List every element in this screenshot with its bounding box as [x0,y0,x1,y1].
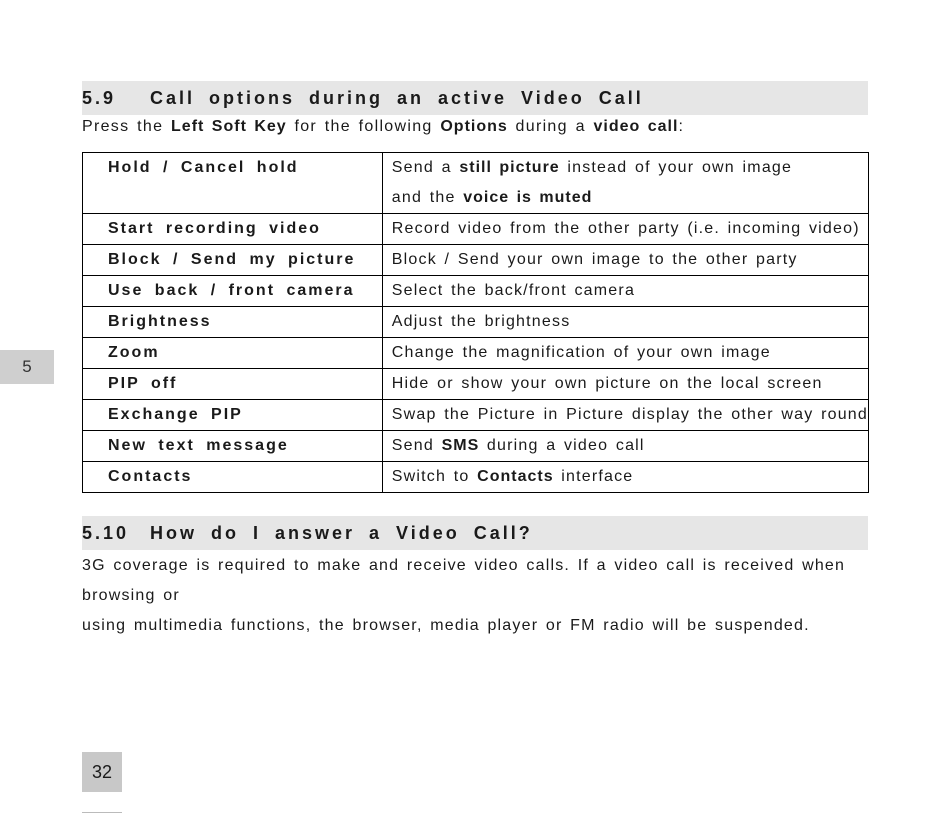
table-row [83,338,869,369]
option-name-cell [83,214,383,245]
option-name: New text message [108,437,289,454]
option-name-cell [83,307,383,338]
intro-part: for the following [286,118,441,135]
option-desc-line [392,153,868,183]
option-name: Exchange PIP [108,406,243,423]
option-desc: Change the magnification of your own image [391,344,771,361]
desc-part: interface [553,468,634,485]
section-heading-5-9 [82,81,868,115]
option-desc: Record video from the other party (i.e. incoming video) [391,220,860,237]
option-name: Zoom [108,344,160,361]
table-row [83,153,869,214]
option-desc: Swap the Picture in Picture display the other way round [391,406,868,423]
option-name: Use back / front camera [108,282,355,299]
option-name: Brightness [108,313,212,330]
desc-part: and the [391,189,464,206]
desc-part: Switch to [391,468,478,485]
option-desc: Hide or show your own picture on the local screen [391,375,823,392]
option-name: Contacts [108,468,193,485]
option-desc-cell [382,431,868,462]
desc-part: instead of your own image [559,159,793,176]
section-title: How do I answer a Video Call? [150,522,533,543]
section-title: Call options during an active Video Call [150,87,644,108]
option-name-cell [83,245,383,276]
intro-part: during a [507,118,594,135]
option-desc: Adjust the brightness [391,313,571,330]
option-name: Start recording video [108,220,321,237]
option-desc-cell [382,153,868,214]
intro-part: : [678,118,685,135]
option-name: Hold / Cancel hold [108,159,299,176]
chapter-tab: 5 [0,350,54,384]
option-name-cell [83,153,383,214]
section-heading-5-10 [82,516,868,550]
intro-bold: Left Soft Key [171,118,287,135]
option-desc: Block / Send your own image to the other party [391,251,798,268]
option-name-cell [83,338,383,369]
option-desc-cell [382,462,868,493]
table-row [83,462,869,493]
table-row [83,400,869,431]
option-name-cell [83,400,383,431]
option-name: Block / Send my picture [108,251,356,268]
option-desc-line [392,462,868,492]
desc-part: Send a [391,159,460,176]
option-name: PIP off [108,375,178,392]
answer-paragraph [82,551,872,641]
option-desc-cell [382,400,868,431]
page-number: 32 [82,752,122,792]
option-name-cell [83,369,383,400]
desc-bold: SMS [441,437,480,454]
desc-bold: still picture [459,159,560,176]
intro-bold: Options [440,118,508,135]
option-desc-cell [382,245,868,276]
section-number: 5.9 [82,87,117,108]
option-desc-cell [382,307,868,338]
table-row [83,307,869,338]
option-desc-line [392,183,868,213]
table-row [83,214,869,245]
options-table [82,152,869,493]
option-desc-cell [382,369,868,400]
desc-bold: Contacts [477,468,554,485]
section-number: 5.10 [82,522,130,543]
desc-part: Send [391,437,442,454]
desc-bold: voice is muted [463,189,593,206]
table-row [83,276,869,307]
option-desc: Select the back/front camera [391,282,636,299]
table-row [83,245,869,276]
option-desc-line [392,431,868,461]
table-row [83,431,869,462]
desc-part: during a video call [479,437,645,454]
option-desc-cell [382,338,868,369]
option-name-cell [83,431,383,462]
table-row [83,369,869,400]
option-desc-cell [382,276,868,307]
paragraph-line: using multimedia functions, the browser, media player or FM radio will be suspended. [82,617,810,634]
option-name-cell [83,276,383,307]
option-name-cell [83,462,383,493]
intro-text [82,118,684,136]
option-desc-cell [382,214,868,245]
intro-bold: video call [593,118,679,135]
paragraph-line: 3G coverage is required to make and receive video calls. If a video call is received when browsing or [82,557,846,604]
intro-part: Press the [82,118,172,135]
